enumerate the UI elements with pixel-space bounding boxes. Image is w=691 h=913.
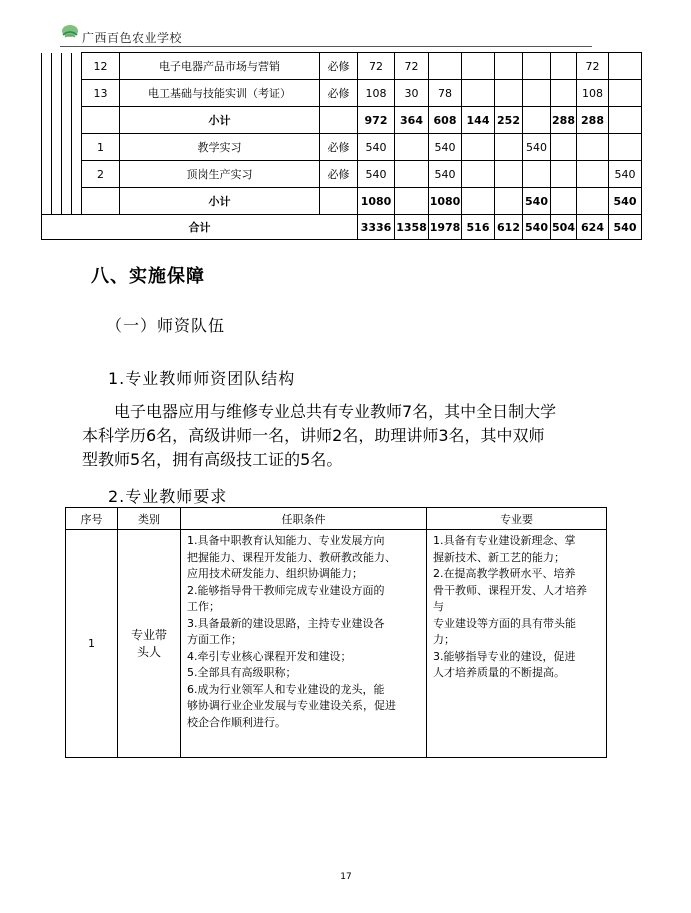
- hours-total: 540: [358, 134, 395, 161]
- hours-c8: 540: [609, 188, 642, 215]
- hours-c5: 540: [523, 188, 551, 215]
- hours-c6: [551, 134, 577, 161]
- hours-c4: [495, 80, 523, 107]
- course-name: 电子电器产品市场与营销: [120, 53, 320, 80]
- row-no: 1: [66, 530, 118, 758]
- spacer-cell: [72, 134, 82, 161]
- hours-c7: [577, 134, 609, 161]
- teacher-requirements-table: [65, 507, 607, 758]
- header-conditions: 任职条件: [181, 508, 427, 530]
- team-structure-paragraph: [82, 400, 612, 472]
- course-name: 小计: [120, 107, 320, 134]
- hours-c8: [609, 134, 642, 161]
- course-name: 电工基础与技能实训（考证）: [120, 80, 320, 107]
- total-c3: 516: [462, 215, 495, 240]
- condition-line: 方面工作；: [187, 633, 242, 646]
- hours-c3: [462, 188, 495, 215]
- hours-c6: 288: [551, 107, 577, 134]
- major-line: 骨干教师、课程开发、人才培养: [433, 583, 587, 597]
- spacer-cell: [62, 107, 72, 134]
- header-no: 序号: [66, 508, 118, 530]
- spacer-cell: [72, 107, 82, 134]
- header-divider: [60, 46, 592, 47]
- hours-c6: [551, 161, 577, 188]
- page-number: 17: [340, 872, 352, 882]
- spacer-cell: [52, 134, 62, 161]
- total-c2: 1978: [429, 215, 462, 240]
- hours-c3: 144: [462, 107, 495, 134]
- major-line: 2.在提高教学教研水平、培养: [433, 567, 576, 580]
- course-name: 教学实习: [120, 134, 320, 161]
- total-total: 3336: [358, 215, 395, 240]
- spacer-cell: [52, 80, 62, 107]
- hours-c5: [523, 53, 551, 80]
- hours-c2: 78: [429, 80, 462, 107]
- total-c5: 540: [523, 215, 551, 240]
- hours-c1: 364: [395, 107, 429, 134]
- condition-line: 应用技术研发能力、组织协调能力；: [187, 567, 363, 580]
- hours-c8: [609, 80, 642, 107]
- hours-c7: 108: [577, 80, 609, 107]
- condition-line: 1.具备中职教育认知能力、专业发展方向: [187, 534, 385, 547]
- major-line: 专业建设等方面的具有带头能: [433, 616, 576, 630]
- spacer-cell: [42, 188, 52, 215]
- course-type: 必修: [320, 53, 358, 80]
- spacer-cell: [72, 161, 82, 188]
- spacer-cell: [62, 53, 72, 80]
- course-name: 顶岗生产实习: [120, 161, 320, 188]
- condition-line: 工作；: [187, 600, 220, 613]
- condition-line: 把握能力、课程开发能力、教研教改能力、: [187, 550, 396, 564]
- course-type: [320, 107, 358, 134]
- hours-c2: 608: [429, 107, 462, 134]
- school-name: 广西百色农业学校: [82, 31, 183, 45]
- total-c4: 612: [495, 215, 523, 240]
- condition-line: 6.成为行业领军人和专业建设的龙头，能: [187, 682, 385, 696]
- hours-total: 972: [358, 107, 395, 134]
- hours-c2: 1080: [429, 188, 462, 215]
- spacer-cell: [72, 188, 82, 215]
- hours-c5: [523, 80, 551, 107]
- header-major: 专业要: [427, 508, 607, 530]
- spacer-cell: [72, 80, 82, 107]
- spacer-cell: [62, 161, 72, 188]
- total-label: 合计: [42, 215, 358, 240]
- hours-c5: 540: [523, 134, 551, 161]
- section-heading: 八、实施保障: [91, 266, 205, 287]
- course-no: 12: [82, 53, 120, 80]
- course-type: 必修: [320, 80, 358, 107]
- spacer-cell: [42, 107, 52, 134]
- table-row: [42, 134, 642, 161]
- major-line: 1.具备有专业建设新理念、掌: [433, 534, 576, 547]
- hours-c8: [609, 107, 642, 134]
- item2-title: 2.专业教师要求: [108, 487, 228, 506]
- hours-c1: [395, 134, 429, 161]
- hours-c2: [429, 53, 462, 80]
- table-header-row: [66, 508, 607, 530]
- course-type: 必修: [320, 161, 358, 188]
- major-line: 力；: [433, 633, 455, 646]
- major-line: 人才培养质量的不断提高。: [433, 666, 565, 679]
- subsection-heading: （一）师资队伍: [106, 316, 226, 335]
- total-c7: 624: [577, 215, 609, 240]
- hours-c4: 252: [495, 107, 523, 134]
- total-c8: 540: [609, 215, 642, 240]
- condition-line: 校企合作顺利进行。: [187, 715, 286, 729]
- course-hours-table: [41, 52, 642, 240]
- spacer-cell: [72, 53, 82, 80]
- course-no: 2: [82, 161, 120, 188]
- hours-c1: [395, 161, 429, 188]
- total-row: [42, 215, 642, 240]
- table-row: [42, 188, 642, 215]
- hours-c5: [523, 161, 551, 188]
- hours-c6: [551, 80, 577, 107]
- hours-c2: 540: [429, 161, 462, 188]
- hours-c3: [462, 53, 495, 80]
- row-conditions: [181, 530, 427, 758]
- condition-line: 够协调行业企业发展与专业建设关系，促进: [187, 699, 396, 712]
- row-category: 专业带头人: [118, 530, 181, 758]
- hours-c1: [395, 188, 429, 215]
- hours-total: 540: [358, 161, 395, 188]
- major-line: 与: [433, 600, 444, 613]
- hours-c6: [551, 188, 577, 215]
- spacer-cell: [52, 107, 62, 134]
- condition-line: 2.能够指导骨干教师完成专业建设方面的: [187, 583, 385, 597]
- course-no: 1: [82, 134, 120, 161]
- hours-c3: [462, 80, 495, 107]
- hours-c2: 540: [429, 134, 462, 161]
- paragraph-line: 本科学历6名，高级讲师一名，讲师2名，助理讲师3名，其中双师: [82, 426, 545, 445]
- hours-total: 1080: [358, 188, 395, 215]
- hours-c7: [577, 161, 609, 188]
- hours-c6: [551, 53, 577, 80]
- hours-c7: 72: [577, 53, 609, 80]
- item1-title: 1.专业教师师资团队结构: [108, 369, 296, 388]
- hours-c7: [577, 188, 609, 215]
- total-c1: 1358: [395, 215, 429, 240]
- hours-c3: [462, 134, 495, 161]
- spacer-cell: [42, 161, 52, 188]
- paragraph-line: 电子电器应用与维修专业总共有专业教师7名，其中全日制大学: [114, 402, 557, 421]
- hours-c1: 72: [395, 53, 429, 80]
- hours-c7: 288: [577, 107, 609, 134]
- hours-c4: [495, 161, 523, 188]
- spacer-cell: [52, 53, 62, 80]
- spacer-cell: [62, 134, 72, 161]
- header-category: 类别: [118, 508, 181, 530]
- table-row: [66, 530, 607, 758]
- hours-c5: [523, 107, 551, 134]
- total-c6: 504: [551, 215, 577, 240]
- spacer-cell: [42, 80, 52, 107]
- school-logo-icon: [60, 22, 80, 42]
- spacer-cell: [42, 53, 52, 80]
- hours-c8: [609, 53, 642, 80]
- course-type: [320, 188, 358, 215]
- hours-c3: [462, 161, 495, 188]
- condition-line: 3.具备最新的建设思路，主持专业建设各: [187, 616, 385, 630]
- major-line: 3.能够指导专业的建设，促进: [433, 649, 576, 663]
- spacer-cell: [52, 188, 62, 215]
- course-no: 13: [82, 80, 120, 107]
- table-row: [42, 53, 642, 80]
- course-no: [82, 188, 120, 215]
- spacer-cell: [42, 134, 52, 161]
- course-no: [82, 107, 120, 134]
- condition-line: 4.牵引专业核心课程开发和建设；: [187, 649, 352, 663]
- hours-c4: [495, 134, 523, 161]
- spacer-cell: [52, 161, 62, 188]
- hours-c4: [495, 53, 523, 80]
- row-major: [427, 530, 607, 758]
- table-row: [42, 161, 642, 188]
- major-line: 握新技术、新工艺的能力；: [433, 550, 565, 564]
- spacer-cell: [62, 188, 72, 215]
- hours-total: 108: [358, 80, 395, 107]
- hours-total: 72: [358, 53, 395, 80]
- paragraph-line: 型教师5名，拥有高级技工证的5名。: [82, 450, 343, 469]
- condition-line: 5.全部具有高级职称；: [187, 666, 297, 679]
- hours-c8: 540: [609, 161, 642, 188]
- hours-c1: 30: [395, 80, 429, 107]
- spacer-cell: [62, 80, 72, 107]
- course-type: 必修: [320, 134, 358, 161]
- course-name: 小计: [120, 188, 320, 215]
- hours-c4: [495, 188, 523, 215]
- table-row: [42, 80, 642, 107]
- table-row: [42, 107, 642, 134]
